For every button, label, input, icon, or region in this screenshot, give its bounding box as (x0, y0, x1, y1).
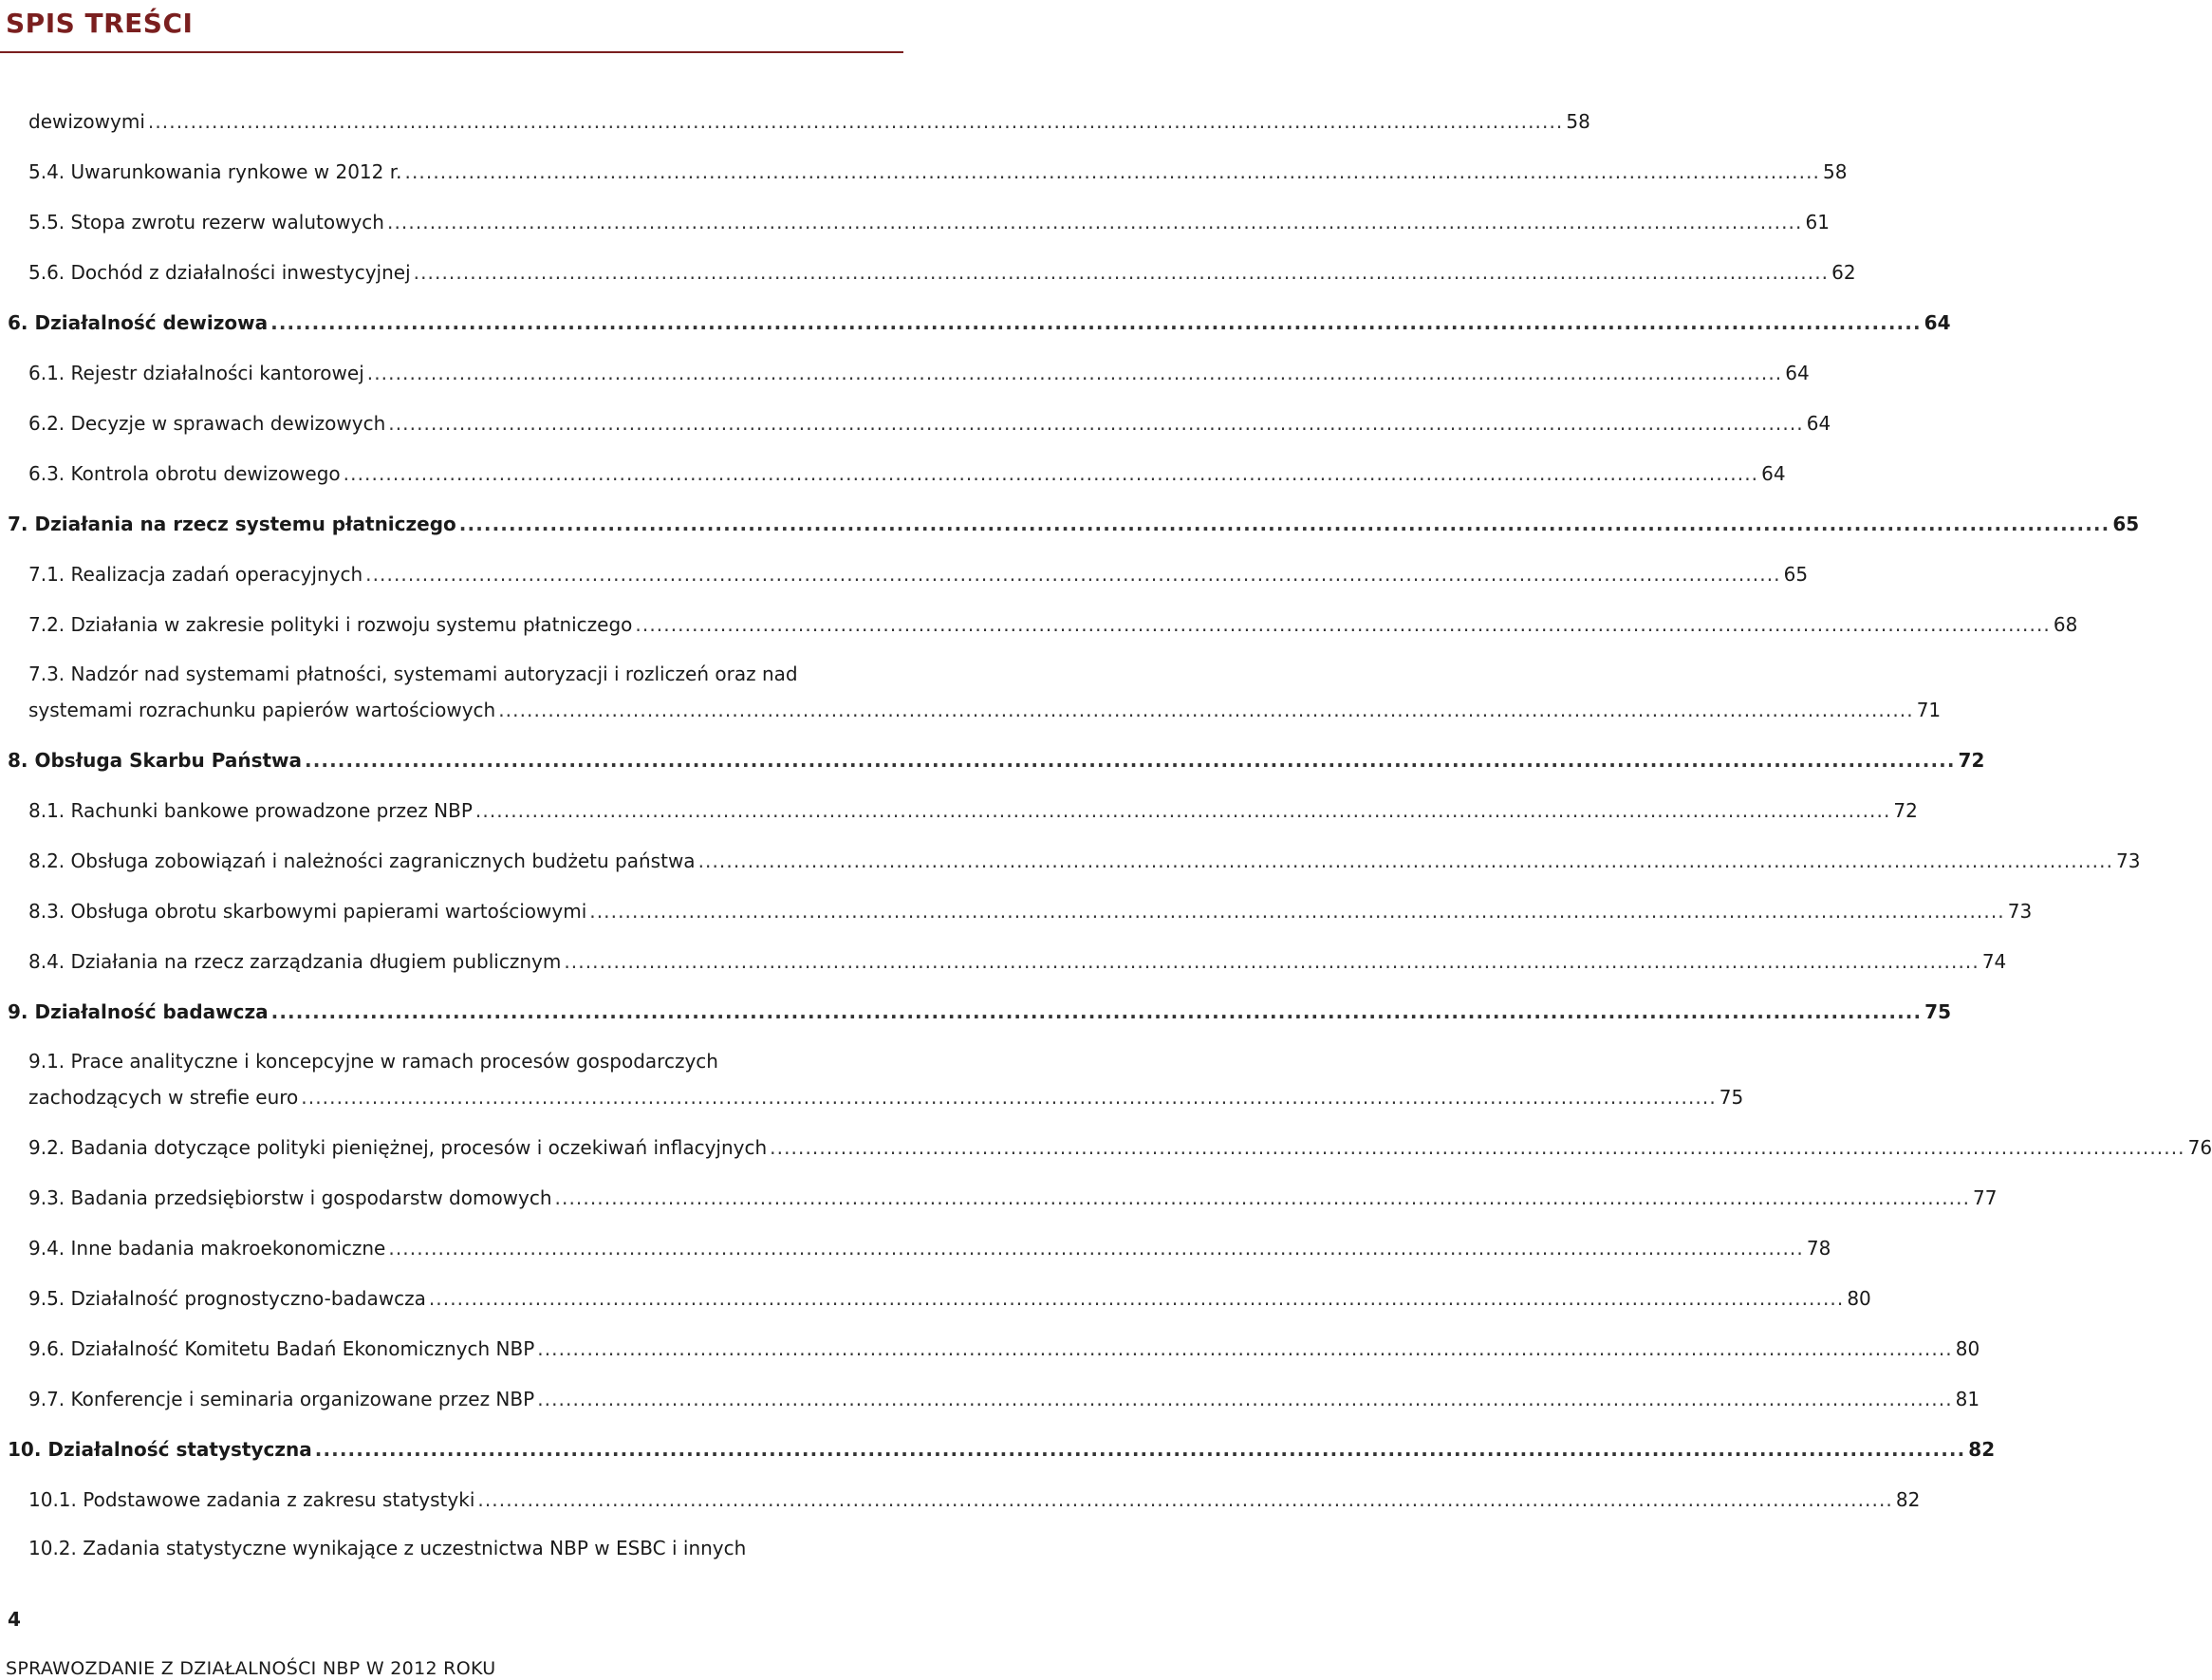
toc-entry-title: 6.1. Rejestr działalności kantorowej (28, 362, 364, 384)
toc-entry-title: 8.4. Działania na rzecz zarządzania długiem publicznym (28, 950, 562, 973)
toc-entry-page: 75 (1719, 1086, 1744, 1109)
toc-entry-page: 58 (1822, 160, 1848, 183)
header-divider (0, 51, 903, 53)
toc-entry-title: 8. Obsługa Skarbu Państwa (8, 749, 303, 772)
toc-entry[interactable] (28, 1279, 1871, 1310)
toc-entry-page: 73 (2116, 849, 2141, 872)
toc-leader-dots: ........................................................................................................................................................................................................ (537, 1388, 1953, 1410)
toc-entry[interactable] (28, 943, 2007, 973)
toc-entry-page: 71 (1916, 699, 1942, 721)
toc-entry[interactable] (28, 1229, 1831, 1260)
toc-entry[interactable] (28, 792, 1918, 822)
toc-entry[interactable] (28, 892, 2033, 923)
toc-entry-title: dewizowymi (28, 110, 145, 133)
toc-entry-page: 78 (1806, 1237, 1831, 1260)
toc-entry-title: 5.5. Stopa zwrotu rezerw walutowych (28, 211, 384, 233)
toc-entry-first-line[interactable]: 9.1. Prace analityczne i koncepcyjne w ramach procesów gospodarczych (28, 1050, 718, 1073)
toc-entry-title: 5.4. Uwarunkowania rynkowe w 2012 r. (28, 160, 402, 183)
toc-entry[interactable] (28, 1179, 1998, 1209)
toc-entry[interactable] (28, 253, 1856, 284)
toc-entry-page: 65 (1783, 563, 1809, 586)
toc-entry-first-line[interactable]: 7.3. Nadzór nad systemami płatności, systemami autoryzacji i rozliczeń oraz nad (28, 663, 798, 685)
toc-entry-page: 75 (1924, 1000, 1952, 1023)
toc-leader-dots: ........................................................................................................................................................................................................ (270, 1000, 1923, 1023)
toc-entry[interactable] (28, 842, 2141, 872)
toc-leader-dots: ........................................................................................................................................................................................................ (147, 110, 1564, 133)
toc-leader-dots: ........................................................................................................................................................................................................ (428, 1287, 1845, 1310)
toc-entry[interactable] (28, 455, 1786, 485)
toc-entry-page: 77 (1973, 1186, 1998, 1209)
toc-entry[interactable] (28, 153, 1848, 183)
toc-entry-page: 81 (1955, 1388, 1980, 1410)
toc-leader-dots: ........................................................................................................................................................................................................ (589, 900, 2005, 923)
toc-entry-page: 68 (2053, 613, 2078, 636)
toc-leader-dots: ........................................................................................................................................................................................................ (554, 1186, 1971, 1209)
toc-entry[interactable] (28, 1129, 2212, 1159)
toc-entry[interactable] (28, 606, 2078, 636)
toc-entry-page: 74 (1981, 950, 2007, 973)
toc-leader-dots: ........................................................................................................................................................................................................ (474, 799, 1891, 822)
toc-entry-page: 62 (1831, 261, 1856, 284)
toc-leader-dots: ........................................................................................................................................................................................................ (635, 613, 2051, 636)
toc-leader-dots: ........................................................................................................................................................................................................ (366, 362, 1783, 384)
toc-leader-dots: ........................................................................................................................................................................................................ (537, 1337, 1953, 1360)
toc-leader-dots: ........................................................................................................................................................................................................ (343, 462, 1759, 485)
page-header (0, 0, 911, 55)
toc-entry-page: 64 (1761, 462, 1786, 485)
toc-leader-dots: ........................................................................................................................................................................................................ (365, 563, 1781, 586)
toc-entry-page: 76 (2187, 1136, 2212, 1159)
toc-entry[interactable] (28, 1078, 1744, 1109)
toc-leader-dots: ........................................................................................................................................................................................................ (770, 1136, 2185, 1159)
toc-leader-dots: ........................................................................................................................................................................................................ (388, 412, 1804, 435)
toc-leader-dots: ........................................................................................................................................................................................................ (388, 1237, 1804, 1260)
toc-entry-title: 10. Działalność statystyczna (8, 1438, 312, 1461)
toc-leader-dots: ........................................................................................................................................................................................................ (301, 1086, 1717, 1109)
toc-entry[interactable] (28, 1380, 1980, 1410)
toc-leader-dots: ........................................................................................................................................................................................................ (404, 160, 1820, 183)
toc-entry-title: 7.2. Działania w zakresie polityki i rozwoju systemu płatniczego (28, 613, 633, 636)
toc-leader-dots: ........................................................................................................................................................................................................ (458, 513, 2110, 535)
page-title: SPIS TREŚCI (6, 8, 194, 39)
toc-entry-title: 9.3. Badania przedsiębiorstw i gospodarstw domowych (28, 1186, 552, 1209)
toc-entry-page: 65 (2112, 513, 2140, 535)
toc-chapter[interactable] (8, 505, 2140, 535)
toc-entry-title: 9. Działalność badawcza (8, 1000, 269, 1023)
toc-leader-dots: ........................................................................................................................................................................................................ (413, 261, 1830, 284)
toc-entry[interactable] (28, 354, 1810, 384)
toc-entry-title: 5.6. Dochód z działalności inwestycyjnej (28, 261, 411, 284)
toc-entry-title: zachodzących w strefie euro (28, 1086, 299, 1109)
toc-leader-dots: ........................................................................................................................................................................................................ (697, 849, 2114, 872)
toc-entry-page: 64 (1785, 362, 1810, 384)
toc-chapter[interactable] (8, 304, 1951, 334)
toc-leader-dots: ........................................................................................................................................................................................................ (386, 211, 1803, 233)
page-number: 4 (8, 1608, 21, 1631)
toc-entry-page: 72 (1893, 799, 1918, 822)
toc-entry-page: 80 (1955, 1337, 1980, 1360)
toc-entry[interactable] (28, 555, 1809, 586)
toc-entry-title: 8.1. Rachunki bankowe prowadzone przez NBP (28, 799, 473, 822)
toc-entry-title: 7. Działania na rzecz systemu płatniczego (8, 513, 456, 535)
toc-leader-dots: ........................................................................................................................................................................................................ (305, 749, 1956, 772)
toc-entry[interactable] (28, 103, 1590, 133)
toc-entry-title: systemami rozrachunku papierów wartościowych (28, 699, 496, 721)
toc-entry-title: 9.4. Inne badania makroekonomiczne (28, 1237, 386, 1260)
toc-leader-dots: ........................................................................................................................................................................................................ (477, 1488, 1893, 1511)
toc-entry-title: 10.1. Podstawowe zadania z zakresu statystyki (28, 1488, 475, 1511)
toc-entry-page: 82 (1895, 1488, 1921, 1511)
toc-entry-title: 9.7. Konferencje i seminaria organizowane przez NBP (28, 1388, 535, 1410)
toc-entry-title: 8.2. Obsługa zobowiązań i należności zagranicznych budżetu państwa (28, 849, 696, 872)
toc-entry-title: 9.6. Działalność Komitetu Badań Ekonomicznych NBP (28, 1337, 535, 1360)
toc-entry-page: 72 (1958, 749, 1985, 772)
toc-chapter[interactable] (8, 741, 1985, 772)
toc-entry[interactable] (28, 203, 1830, 233)
toc-entry-title: 7.1. Realizacja zadań operacyjnych (28, 563, 363, 586)
toc-entry-page: 82 (1968, 1438, 1996, 1461)
toc-entry[interactable] (28, 1481, 1921, 1511)
toc-entry[interactable] (28, 691, 1942, 721)
toc-entry-first-line[interactable]: 10.2. Zadania statystyczne wynikające z uczestnictwa NBP w ESBC i innych (28, 1537, 747, 1559)
toc-entry-title: 6. Działalność dewizowa (8, 311, 269, 334)
toc-entry[interactable] (28, 404, 1831, 435)
toc-entry-title: 9.5. Działalność prognostyczno-badawcza (28, 1287, 426, 1310)
toc-leader-dots: ........................................................................................................................................................................................................ (498, 699, 1914, 721)
report-title: SPRAWOZDANIE Z DZIAŁALNOŚCI NBP W 2012 ROKU (6, 1658, 496, 1679)
toc-entry-page: 73 (2007, 900, 2033, 923)
toc-entry-page: 64 (1806, 412, 1831, 435)
toc-chapter[interactable] (8, 1430, 1996, 1461)
toc-entry-title: 6.2. Decyzje w sprawach dewizowych (28, 412, 386, 435)
toc-chapter[interactable] (8, 993, 1952, 1023)
toc-entry-page: 61 (1805, 211, 1830, 233)
toc-leader-dots: ........................................................................................................................................................................................................ (314, 1438, 1966, 1461)
toc-entry-title: 8.3. Obsługa obrotu skarbowymi papierami wartościowymi (28, 900, 587, 923)
toc-leader-dots: ........................................................................................................................................................................................................ (564, 950, 1980, 973)
toc-entry-title: 6.3. Kontrola obrotu dewizowego (28, 462, 341, 485)
toc-entry[interactable] (28, 1330, 1980, 1360)
toc-entry-page: 64 (1924, 311, 1951, 334)
toc-entry-title: 9.2. Badania dotyczące polityki pieniężnej, procesów i oczekiwań inflacyjnych (28, 1136, 768, 1159)
toc-entry-page: 80 (1847, 1287, 1871, 1310)
toc-entry-page: 58 (1566, 110, 1590, 133)
toc-leader-dots: ........................................................................................................................................................................................................ (270, 311, 1922, 334)
